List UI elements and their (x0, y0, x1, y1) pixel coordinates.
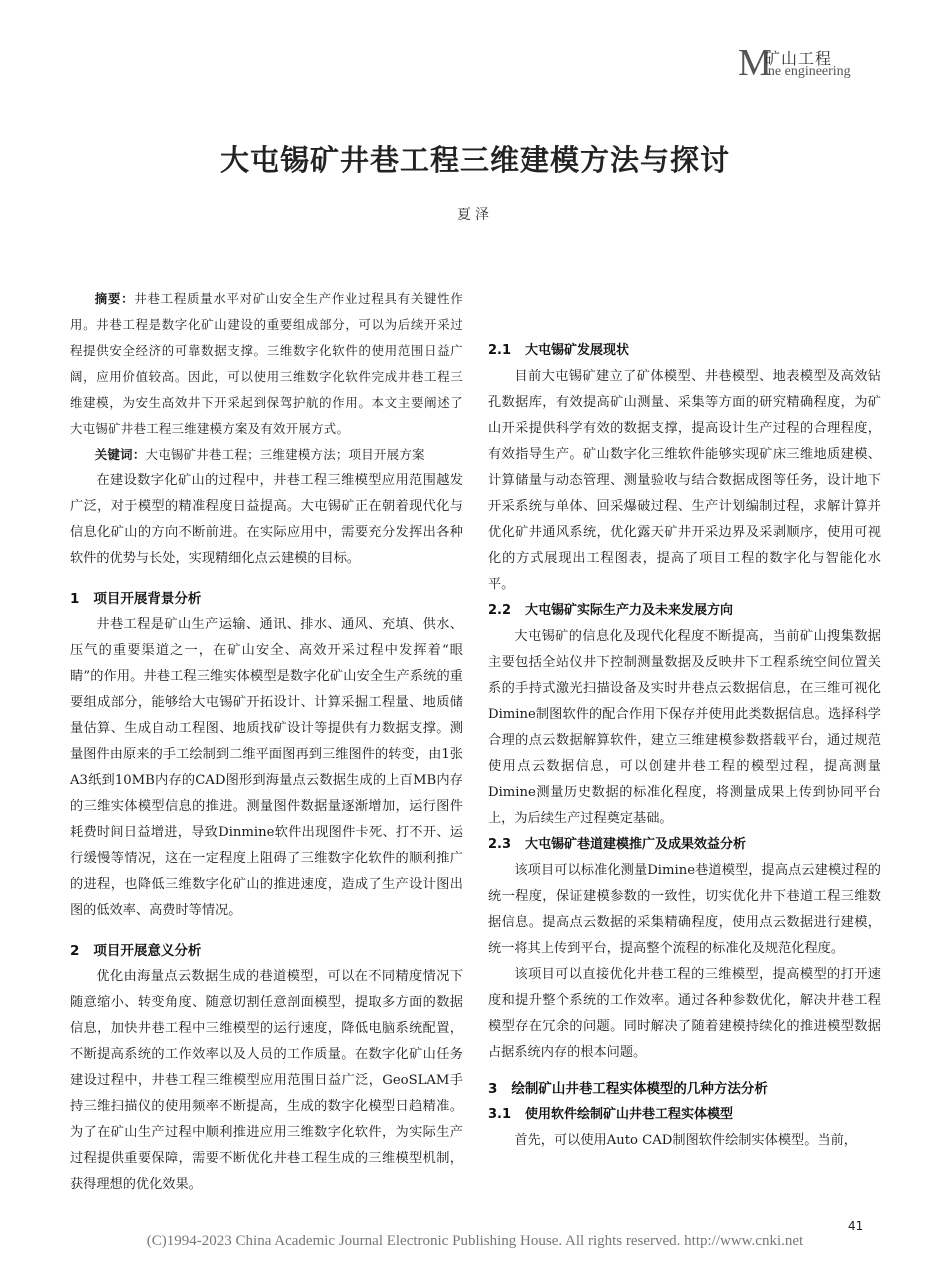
section-3-1-number: 3.1 (488, 1107, 512, 1122)
section-2-1-title-top: 大屯锡矿发展现状 (525, 343, 630, 358)
right-column-flow (488, 338, 881, 1154)
section-2-number: 2 (70, 943, 80, 959)
section-2-3-number: 2.3 (488, 837, 512, 852)
journal-logo-letter: M (738, 42, 772, 84)
article-title: 大屯锡矿井巷工程三维建模方法与探讨 (219, 143, 730, 177)
section-2-3-title: 大屯锡矿巷道建模推广及成果效益分析 (525, 837, 747, 852)
section-2-2-heading (488, 598, 881, 624)
section-2-1-heading-top (488, 338, 881, 364)
section-2-1-number-top: 2.1 (488, 343, 512, 358)
journal-name-cn: 矿山工程 (764, 49, 833, 68)
section-1-paragraph: 井巷工程是矿山生产运输、通讯、排水、通风、充填、供水、压气的重要渠道之一，在矿山安全、高效开采过程中发挥着“眼睛”的作用。井巷工程三维实体模型是数字化矿山安全生产系统的重要组成部分，能够给大屯锡矿开拓设计、计算采掘工程量、地质储量估算、生成自动工程图、地质找矿设计等提供有力数据支撑。测量图件由原来的手工绘制到二维平面图再到三维图件的转变，由1张A3纸到10MB内存的CAD图形到海量点云数据生成的上百MB内存的三维实体模型信息的推进。测量图件数据量逐渐增加，运行图件耗费时间日益增进，导致Dinmine软件出现图件卡死、打不开、运行缓慢等情况，这在一定程度上阻碍了三维数字化软件的顺利推广的进程，也降低三维数字化矿山的推进速度，造成了生产设计图出图的低效率、高费时等情况。 (70, 617, 463, 918)
intro-paragraph: 在建设数字化矿山的过程中，井巷工程三维模型应用范围越发广泛，对于模型的精准程度日益提高。大屯锡矿正在朝着现代化与信息化矿山的方向不断前进。在实际应用中，需要充分发挥出各种软件的优势与长处，实现精细化点云建模的目标。 (70, 473, 463, 566)
section-2-1-paragraph: 目前大屯锡矿建立了矿体模型、井巷模型、地表模型及高效钻孔数据库，有效提高矿山测量、采集等方面的研究精确程度，为矿山开采提供科学有效的数据支撑，提高设计生产过程的合理程度，有效指导生产。矿山数字化三维软件能够实现矿床三维地质建模、计算储量与动态管理、测量验收与结合数据成图等任务，设计地下开采系统与单体、回采爆破过程、生产计划编制过程，求解计算并优化矿井通风系统，优化露天矿井开采边界及采剥顺序，使用可视化的方式展现出工程图表，提高了项目工程的数字化与智能化水平。 (488, 369, 881, 592)
keywords-label: 关键词： (94, 447, 146, 462)
section-1-number: 1 (70, 591, 80, 607)
journal-logo (738, 44, 888, 84)
abstract-label: 摘要： (94, 291, 135, 306)
section-2-3-paragraph-1: 该项目可以标准化测量Dimine巷道模型，提高点云建模过程的统一程度，保证建模参数的一致性，切实优化井下巷道工程三维数据信息。提高点云数据的采集精确程度，使用点云数据进行建模，统一将其上传到平台，提高整个流程的标准化及规范化程度。 (488, 863, 881, 956)
section-3-heading (488, 1076, 881, 1102)
keywords (70, 442, 463, 468)
copyright-footer: (C)1994-2023 China Academic Journal Electronic Publishing House. All rights reserved. http://www.cnki.net (146, 1233, 804, 1249)
keywords-text: 大屯锡矿井巷工程；三维建模方法；项目开展方案 (145, 447, 425, 462)
section-2-2-title: 大屯锡矿实际生产力及未来发展方向 (525, 603, 734, 618)
section-2-2-number: 2.2 (488, 603, 512, 618)
section-3-1-title: 使用软件绘制矿山井巷工程实体模型 (525, 1107, 734, 1122)
section-3-1-heading (488, 1102, 881, 1128)
section-3-1-paragraph: 首先，可以使用Auto CAD制图软件绘制实体模型。当前， (514, 1133, 857, 1148)
section-2-heading (70, 938, 463, 964)
abstract-text: 井巷工程质量水平对矿山安全生产作业过程具有关键性作用。井巷工程是数字化矿山建设的重要组成部分，可以为后续开采过程提供安全经济的可靠数据支撑。三维数字化软件的使用范围日益广阔，应用价值较高。因此，可以使用三维数字化软件完成井巷工程三维建模，为安生高效井下开采起到保驾护航的作用。本文主要阐述了大屯锡矿井巷工程三维建模方案及有效开展方式。 (70, 291, 464, 436)
left-column (70, 286, 463, 1198)
author-name: 夏泽 (457, 207, 493, 223)
section-1-heading (70, 586, 463, 612)
section-2-3-heading (488, 832, 881, 858)
page-number: 41 (848, 1219, 864, 1233)
section-2-3-paragraph-2: 该项目可以直接优化井巷工程的三维模型，提高模型的打开速度和提升整个系统的工作效率。通过各种参数优化，解决井巷工程模型存在冗余的问题。同时解决了随着建模持续化的推进模型数据占据系统内存的根本问题。 (488, 967, 881, 1060)
journal-name-en: ine engineering (764, 64, 851, 79)
section-2-2-paragraph: 大屯锡矿的信息化及现代化程度不断提高，当前矿山搜集数据主要包括全站仪井下控制测量数据及反映井下工程系统空间位置关系的手持式激光扫描设备及实时井巷点云数据信息，在三维可视化Dimine制图软件的配合作用下保存并使用此类数据信息。选择科学合理的点云数据解算软件，建立三维建模参数搭载平台，通过规范使用点云数据信息，可以创建井巷工程的模型过程，提高测量Dimine测量历史数据的标准化程度，将测量成果上传到协同平台上，为后续生产过程奠定基础。 (488, 629, 881, 826)
section-3-number: 3 (488, 1081, 498, 1097)
section-2-title: 项目开展意义分析 (93, 943, 202, 959)
abstract (70, 286, 463, 442)
section-3-title: 绘制矿山井巷工程实体模型的几种方法分析 (511, 1081, 768, 1097)
section-2-paragraph: 优化由海量点云数据生成的巷道模型，可以在不同精度情况下随意缩小、转变角度、随意切割任意剖面模型，提取多方面的数据信息，加快井巷工程中三维模型的运行速度，降低电脑系统配置，不断提高系统的工作效率以及人员的工作质量。在数字化矿山任务建设过程中，井巷工程三维模型应用范围日益广泛，GeoSLAM手持三维扫描仪的使用频率不断提高，生成的数字化模型日趋精准。为了在矿山生产过程中顺利推进应用三维数字化软件，为实际生产过程提供重要保障，需要不断优化井巷工程生成的三维模型机制，获得理想的优化效果。 (70, 969, 463, 1192)
section-1-title: 项目开展背景分析 (93, 591, 202, 607)
